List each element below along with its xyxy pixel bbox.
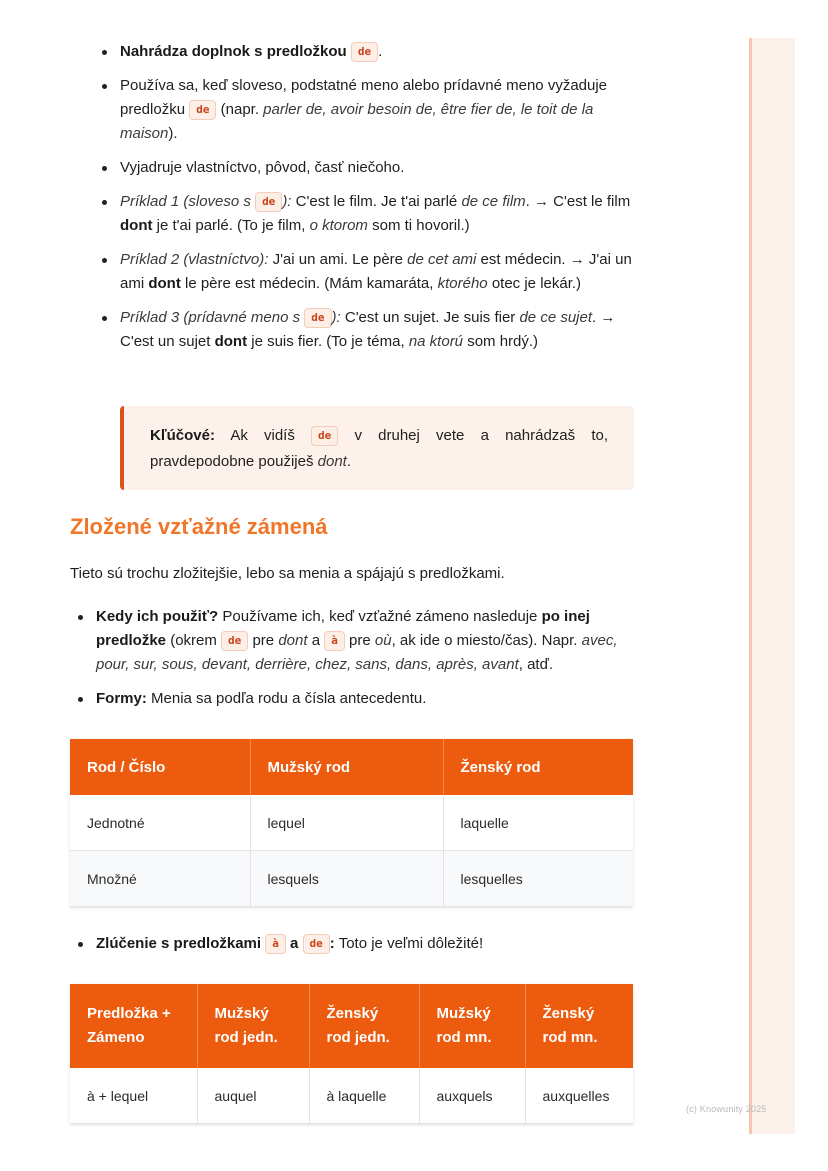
section-intro: Tieto sú trochu zložitejšie, lebo sa menia a spájajú s predložkami.: [70, 565, 505, 582]
table-header: Mužský rod: [250, 739, 443, 795]
contraction-table: [70, 984, 633, 1124]
table-cell: auxquels: [419, 1068, 525, 1124]
table-header: Ženský rod: [443, 739, 633, 795]
table-cell: auxquelles: [525, 1068, 633, 1124]
list-item: Kedy ich použiť? Používame ich, keď vzťažné zámeno nasleduje po inej predložke (okrem de pre dont a à pre où, ak ide o miesto/čas). Napr. avec, pour, sur, sous, devant, derrière, chez, sans, dans, après, avant, atď.: [96, 605, 636, 677]
list-item: Nahrádza doplnok s predložkou de .: [120, 40, 636, 64]
contraction-note: [96, 932, 636, 956]
section-heading: Zložené vzťažné zámená: [70, 514, 328, 539]
list-item: Príklad 1 (sloveso s de ): C'est le film. Je t'ai parlé de ce film. → C'est le film dont je t'ai parlé. (To je film, o ktorom som ti hovoril.): [120, 190, 636, 238]
table-row: [70, 851, 633, 907]
compound-pronoun-list: [96, 605, 636, 721]
table-cell: à + lequel: [70, 1068, 197, 1124]
code-de: de: [304, 308, 331, 328]
table-header: Mužský rod jedn.: [197, 984, 309, 1068]
watermark: (c) Knowunity 2025: [686, 1104, 767, 1114]
table-header: Rod / Číslo: [70, 739, 250, 795]
code-de: de: [255, 192, 282, 212]
table-cell: à laquelle: [309, 1068, 419, 1124]
code-de: de: [351, 42, 378, 62]
table-cell: lequel: [250, 795, 443, 851]
list-item: Príklad 3 (prídavné meno s de ): C'est un sujet. Je suis fier de ce sujet. → C'est un sujet dont je suis fier. (To je téma, na ktorú som hrdý.): [120, 306, 636, 354]
table-cell: laquelle: [443, 795, 633, 851]
table-cell: lesquelles: [443, 851, 633, 907]
table-header: Ženský rod mn.: [525, 984, 633, 1068]
table-header: Predložka + Zámeno: [70, 984, 197, 1068]
table-header: Ženský rod jedn.: [309, 984, 419, 1068]
table-cell: Množné: [70, 851, 250, 907]
table-header-row: [70, 739, 633, 795]
table-row: [70, 1068, 633, 1124]
key-callout: Kľúčové: Ak vidíš de v druhej vete a nahrádzaš to, pravdepodobne použiješ dont.: [120, 406, 634, 490]
list-item: Zlúčenie s predložkami à a de : Toto je veľmi dôležité!: [96, 932, 636, 956]
code-de: de: [311, 426, 338, 446]
code-a: à: [324, 631, 345, 651]
code-de: de: [189, 100, 216, 120]
table-cell: Jednotné: [70, 795, 250, 851]
table-header-row: [70, 984, 633, 1068]
table-header: Mužský rod mn.: [419, 984, 525, 1068]
code-de: de: [221, 631, 248, 651]
code-a: à: [265, 934, 286, 954]
table-cell: auquel: [197, 1068, 309, 1124]
list-item: Používa sa, keď sloveso, podstatné meno alebo prídavné meno vyžaduje predložku de (napr. parler de, avoir besoin de, être fier de, le toit de la maison).: [120, 74, 636, 146]
forms-table: [70, 739, 633, 907]
dont-usage-list: [120, 40, 636, 364]
list-item: Príklad 2 (vlastníctvo): J'ai un ami. Le père de cet ami est médecin. → J'ai un ami dont le père est médecin. (Mám kamaráta, ktorého otec je lekár.): [120, 248, 636, 296]
table-cell: lesquels: [250, 851, 443, 907]
list-item: Vyjadruje vlastníctvo, pôvod, časť niečoho.: [120, 156, 636, 180]
table-row: [70, 795, 633, 851]
sidebar-strip: [749, 38, 795, 1134]
code-de: de: [303, 934, 330, 954]
list-item: Formy: Menia sa podľa rodu a čísla antecedentu.: [96, 687, 636, 711]
